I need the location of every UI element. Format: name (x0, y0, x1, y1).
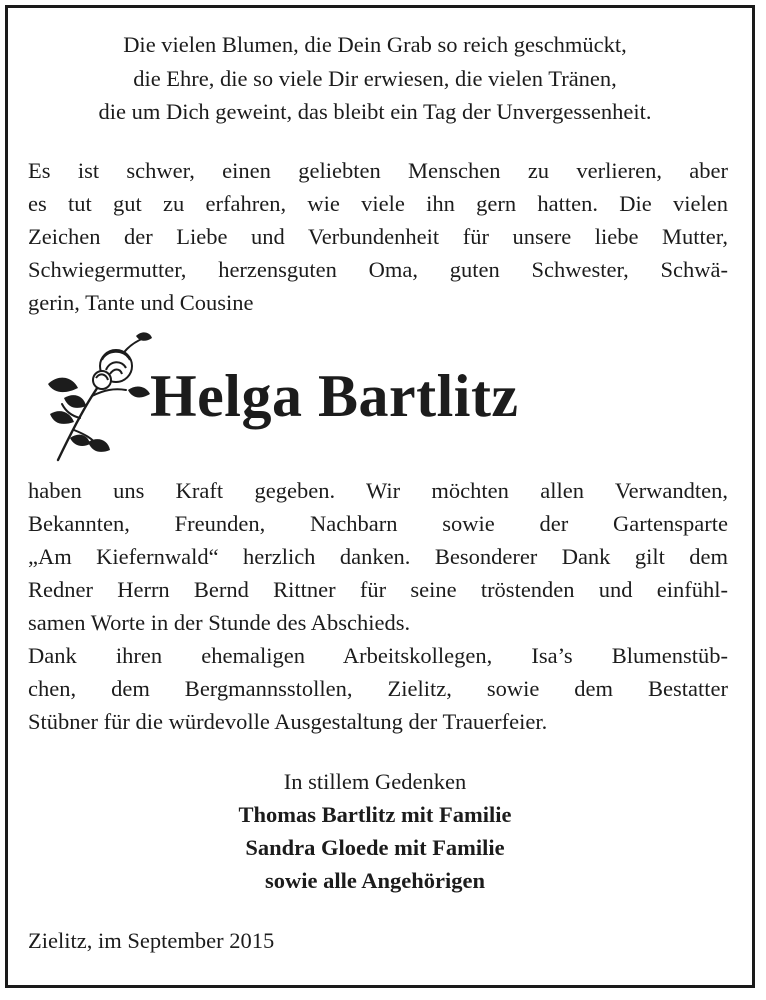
text-line: chen, dem Bergmannsstollen, Zielitz, sowie dem Bestatter (28, 676, 728, 701)
text-line: Bekannten, Freunden, Nachbarn sowie der Gartensparte (28, 511, 728, 536)
text-line: haben uns Kraft gegeben. Wir möchten allen Verwandten, (28, 478, 728, 503)
text-line: gerin, Tante und Cousine (28, 290, 254, 315)
text-line: „Am Kiefernwald“ herzlich danken. Besonderer Dank gilt dem (28, 544, 728, 569)
closing-block (20, 765, 730, 897)
text-line: Stübner für die würdevolle Ausgestaltung der Trauerfeier. (28, 709, 548, 734)
intro-paragraph (28, 154, 728, 319)
text-line: Es ist schwer, einen geliebten Menschen zu verlieren, aber (28, 158, 728, 183)
place-date: Zielitz, im September 2015 (28, 928, 275, 953)
deceased-name: Helga Bartlitz (150, 363, 519, 429)
verse-line: die um Dich geweint, das bleibt ein Tag der Unvergessenheit. (98, 99, 652, 124)
text-line: Zeichen der Liebe und Verbundenheit für unsere liebe Mutter, (28, 224, 728, 249)
verse-line: die Ehre, die so viele Dir erwiesen, die vielen Tränen, (133, 65, 617, 91)
text-line: Schwiegermutter, herzensguten Oma, guten Schwester, Schwä- (28, 257, 728, 282)
verse-line: Die vielen Blumen, die Dein Grab so reich geschmückt, (123, 32, 627, 57)
thanks-paragraph (28, 474, 728, 738)
text-line: Redner Herrn Bernd Rittner für seine tröstenden und einfühl- (28, 577, 728, 602)
signatory: Thomas Bartlitz mit Familie (238, 802, 512, 827)
closing-intro: In stillem Gedenken (283, 769, 467, 794)
signatory: sowie alle Angehörigen (265, 868, 485, 893)
text-line: Dank ihren ehemaligen Arbeitskollegen, Isa’s Blumenstüb- (28, 643, 728, 668)
rose-icon (40, 330, 158, 465)
text-line: es tut gut zu erfahren, wie viele ihn gern hatten. Die vielen (28, 191, 728, 216)
signatory: Sandra Gloede mit Familie (245, 835, 505, 860)
text-line: samen Worte in der Stunde des Abschieds. (28, 610, 411, 635)
memorial-verse (20, 28, 730, 129)
